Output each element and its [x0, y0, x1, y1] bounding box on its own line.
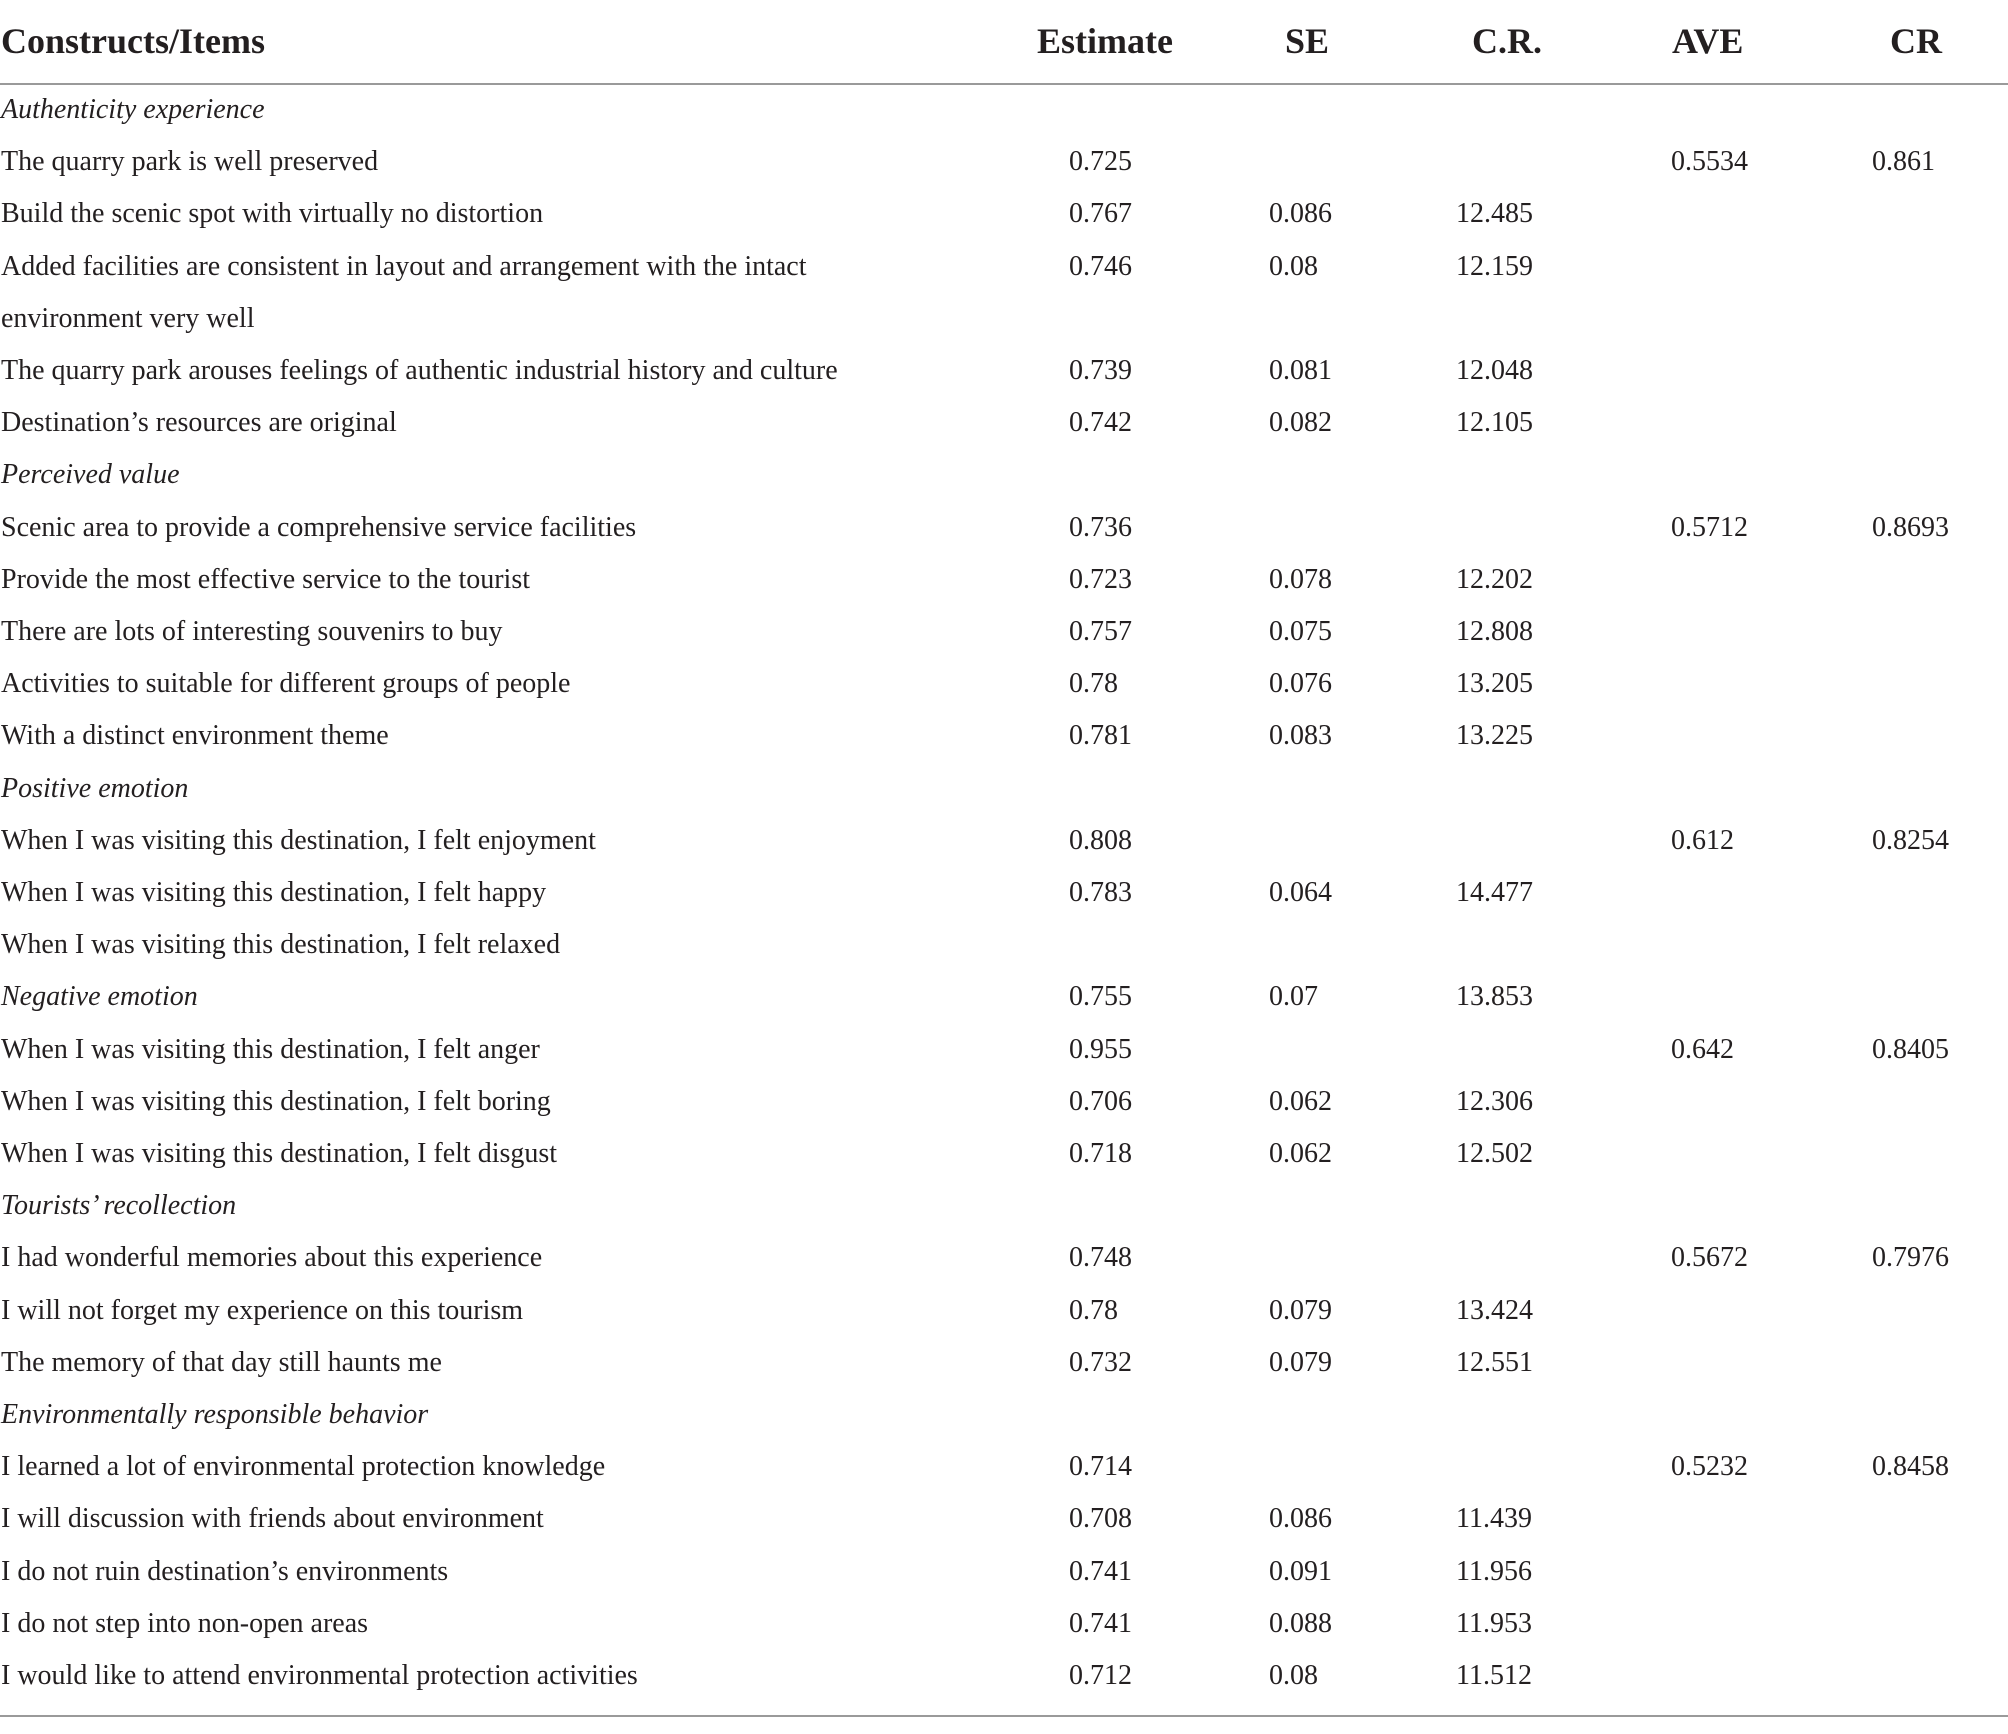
cell-c-r: 12.202: [1456, 563, 1533, 595]
cell-item: Environmentally responsible behavior: [1, 1399, 429, 1430]
cell-estimate: 0.746: [1069, 250, 1132, 282]
cell-se: 0.091: [1269, 1555, 1332, 1587]
cell-c-r: 12.159: [1456, 250, 1533, 282]
header-cr: CR: [1890, 21, 1942, 61]
cell-c-r: 13.424: [1456, 1294, 1533, 1326]
construct-row: [0, 971, 2008, 1023]
cell-estimate: 0.78: [1069, 668, 1118, 700]
cell-item: When I was visiting this destination, I felt relaxed: [1, 929, 561, 961]
cell-estimate: 0.955: [1069, 1033, 1132, 1065]
cell-item: When I was visiting this destination, I felt happy: [1, 877, 547, 908]
cell-item: Negative emotion: [1, 981, 198, 1013]
cell-c-r: 11.512: [1456, 1660, 1532, 1691]
cell-item: I will not forget my experience on this tourism: [1, 1294, 524, 1326]
cell-item: Provide the most effective service to the tourist: [1, 563, 531, 595]
table-row: [0, 1337, 2008, 1389]
cell-estimate: 0.739: [1069, 355, 1132, 386]
table-row: [0, 1024, 2008, 1076]
cell-ave: 0.5232: [1671, 1451, 1748, 1483]
cell-estimate: 0.732: [1069, 1346, 1132, 1378]
cell-cr: 0.8458: [1872, 1451, 1949, 1483]
cell-se: 0.075: [1269, 616, 1332, 647]
cell-estimate: 0.714: [1069, 1451, 1132, 1483]
table-row: [0, 919, 2008, 971]
cell-item: Activities to suitable for different groups of people: [1, 668, 571, 700]
cell-ave: 0.5672: [1671, 1242, 1748, 1274]
cell-c-r: 12.808: [1456, 616, 1533, 647]
cell-estimate: 0.736: [1069, 511, 1132, 543]
cell-item: Scenic area to provide a comprehensive service facilities: [1, 511, 637, 543]
cell-se: 0.079: [1269, 1346, 1332, 1378]
cell-estimate: 0.725: [1069, 146, 1132, 178]
cell-c-r: 13.225: [1456, 720, 1533, 752]
cell-ave: 0.642: [1671, 1033, 1734, 1065]
cell-item: The memory of that day still haunts me: [1, 1346, 442, 1378]
cell-se: 0.082: [1269, 407, 1332, 439]
table-row: [0, 1546, 2008, 1598]
cell-ave: 0.612: [1671, 824, 1734, 856]
cell-item: I do not step into non-open areas: [1, 1607, 369, 1639]
cell-item: I do not ruin destination’s environments: [1, 1555, 449, 1587]
cell-estimate: 0.783: [1069, 877, 1132, 908]
cell-ave: 0.5712: [1671, 511, 1748, 543]
cell-estimate: 0.755: [1069, 981, 1132, 1013]
cell-c-r: 13.853: [1456, 981, 1533, 1013]
table-bottom-rule: [0, 1715, 2008, 1717]
cell-se: 0.062: [1269, 1138, 1332, 1169]
table-row: [0, 815, 2008, 867]
cell-c-r: 12.048: [1456, 355, 1533, 386]
cell-estimate: 0.767: [1069, 198, 1132, 230]
cell-estimate: 0.718: [1069, 1138, 1132, 1169]
cell-cr: 0.861: [1872, 146, 1935, 178]
table-row: [0, 502, 2008, 554]
construct-row: [0, 763, 2008, 815]
construct-row: [0, 84, 2008, 136]
header-se: SE: [1285, 21, 1330, 61]
cell-se: 0.08: [1269, 250, 1318, 282]
cell-item: Added facilities are consistent in layout and arrangement with the intact: [1, 250, 807, 282]
cell-estimate: 0.78: [1069, 1294, 1118, 1326]
cell-c-r: 11.953: [1456, 1607, 1532, 1639]
cell-se: 0.062: [1269, 1085, 1332, 1117]
cell-estimate: 0.781: [1069, 720, 1132, 752]
cell-item: Positive emotion: [1, 772, 189, 804]
cell-estimate: 0.723: [1069, 563, 1132, 595]
table-row: [0, 1232, 2008, 1284]
header-c-r: C.R.: [1472, 21, 1542, 61]
table-row: [0, 710, 2008, 762]
table-row: [0, 345, 2008, 397]
cell-cr: 0.8693: [1872, 511, 1949, 543]
cell-c-r: 12.502: [1456, 1138, 1533, 1169]
cell-item: Destination’s resources are original: [1, 407, 397, 439]
table-row: [0, 1493, 2008, 1545]
cell-c-r: 12.551: [1456, 1346, 1533, 1378]
cell-item: The quarry park arouses feelings of authentic industrial history and culture: [1, 355, 838, 386]
cell-cr: 0.8405: [1872, 1033, 1949, 1065]
cell-item: Tourists’ recollection: [1, 1190, 237, 1222]
cell-c-r: 12.306: [1456, 1085, 1533, 1117]
cell-item: When I was visiting this destination, I felt anger: [1, 1033, 540, 1065]
cell-estimate: 0.706: [1069, 1085, 1132, 1117]
cell-estimate: 0.741: [1069, 1555, 1132, 1587]
cell-item: Perceived value: [1, 459, 180, 491]
cell-item: When I was visiting this destination, I felt boring: [1, 1085, 551, 1117]
cell-se: 0.079: [1269, 1294, 1332, 1326]
cell-se: 0.08: [1269, 1660, 1318, 1691]
cell-se: 0.064: [1269, 877, 1332, 908]
cell-cr: 0.7976: [1872, 1242, 1949, 1274]
construct-row: [0, 1180, 2008, 1232]
cell-c-r: 11.956: [1456, 1555, 1532, 1587]
table-row: [0, 293, 2008, 345]
cell-estimate: 0.741: [1069, 1607, 1132, 1639]
construct-row: [0, 1389, 2008, 1441]
construct-row: [0, 449, 2008, 501]
header-constructs-items: Constructs/Items: [1, 21, 265, 61]
cell-c-r: 14.477: [1456, 877, 1533, 908]
cell-estimate: 0.742: [1069, 407, 1132, 439]
cell-item: When I was visiting this destination, I felt enjoyment: [1, 824, 596, 856]
cell-ave: 0.5534: [1671, 146, 1748, 178]
cell-item: I learned a lot of environmental protection knowledge: [1, 1451, 606, 1483]
cell-estimate: 0.808: [1069, 824, 1132, 856]
cell-se: 0.083: [1269, 720, 1332, 752]
cell-item: I would like to attend environmental protection activities: [1, 1660, 638, 1691]
cell-estimate: 0.708: [1069, 1503, 1132, 1535]
cell-item: Build the scenic spot with virtually no distortion: [1, 198, 544, 230]
cell-se: 0.078: [1269, 563, 1332, 595]
cell-estimate: 0.712: [1069, 1660, 1132, 1691]
cell-c-r: 12.485: [1456, 198, 1533, 230]
header-estimate: Estimate: [1037, 21, 1173, 61]
table-row: [0, 1128, 2008, 1180]
table-row: [0, 1650, 2008, 1702]
cell-c-r: 11.439: [1456, 1503, 1532, 1535]
cell-item: The quarry park is well preserved: [1, 146, 379, 178]
header-ave: AVE: [1672, 21, 1744, 61]
table-row: [0, 136, 2008, 188]
cell-se: 0.081: [1269, 355, 1332, 386]
table-row: [0, 397, 2008, 449]
cell-se: 0.076: [1269, 668, 1332, 700]
table-row: [0, 554, 2008, 606]
cell-item: I will discussion with friends about environment: [1, 1503, 544, 1535]
table-row: [0, 1441, 2008, 1493]
cell-item: There are lots of interesting souvenirs to buy: [1, 616, 503, 647]
cell-item: When I was visiting this destination, I felt disgust: [1, 1138, 558, 1169]
cell-estimate: 0.757: [1069, 616, 1132, 647]
cell-se: 0.086: [1269, 198, 1332, 230]
cell-se: 0.07: [1269, 981, 1318, 1013]
cell-se: 0.086: [1269, 1503, 1332, 1535]
table-row: [0, 867, 2008, 919]
table-row: [0, 658, 2008, 710]
table-row: [0, 606, 2008, 658]
cell-cr: 0.8254: [1872, 824, 1949, 856]
cell-c-r: 12.105: [1456, 407, 1533, 439]
cell-se: 0.088: [1269, 1607, 1332, 1639]
cell-item: With a distinct environment theme: [1, 720, 389, 752]
table-row: [0, 1076, 2008, 1128]
cell-item: Authenticity experience: [1, 94, 265, 125]
cell-item: environment very well: [1, 302, 255, 334]
table-row: [0, 1598, 2008, 1650]
table-row: [0, 188, 2008, 240]
cell-item: I had wonderful memories about this experience: [1, 1242, 543, 1274]
cell-estimate: 0.748: [1069, 1242, 1132, 1274]
table-header-row: [0, 0, 2008, 85]
table-row: [0, 241, 2008, 293]
table-row: [0, 1285, 2008, 1337]
cell-c-r: 13.205: [1456, 668, 1533, 700]
